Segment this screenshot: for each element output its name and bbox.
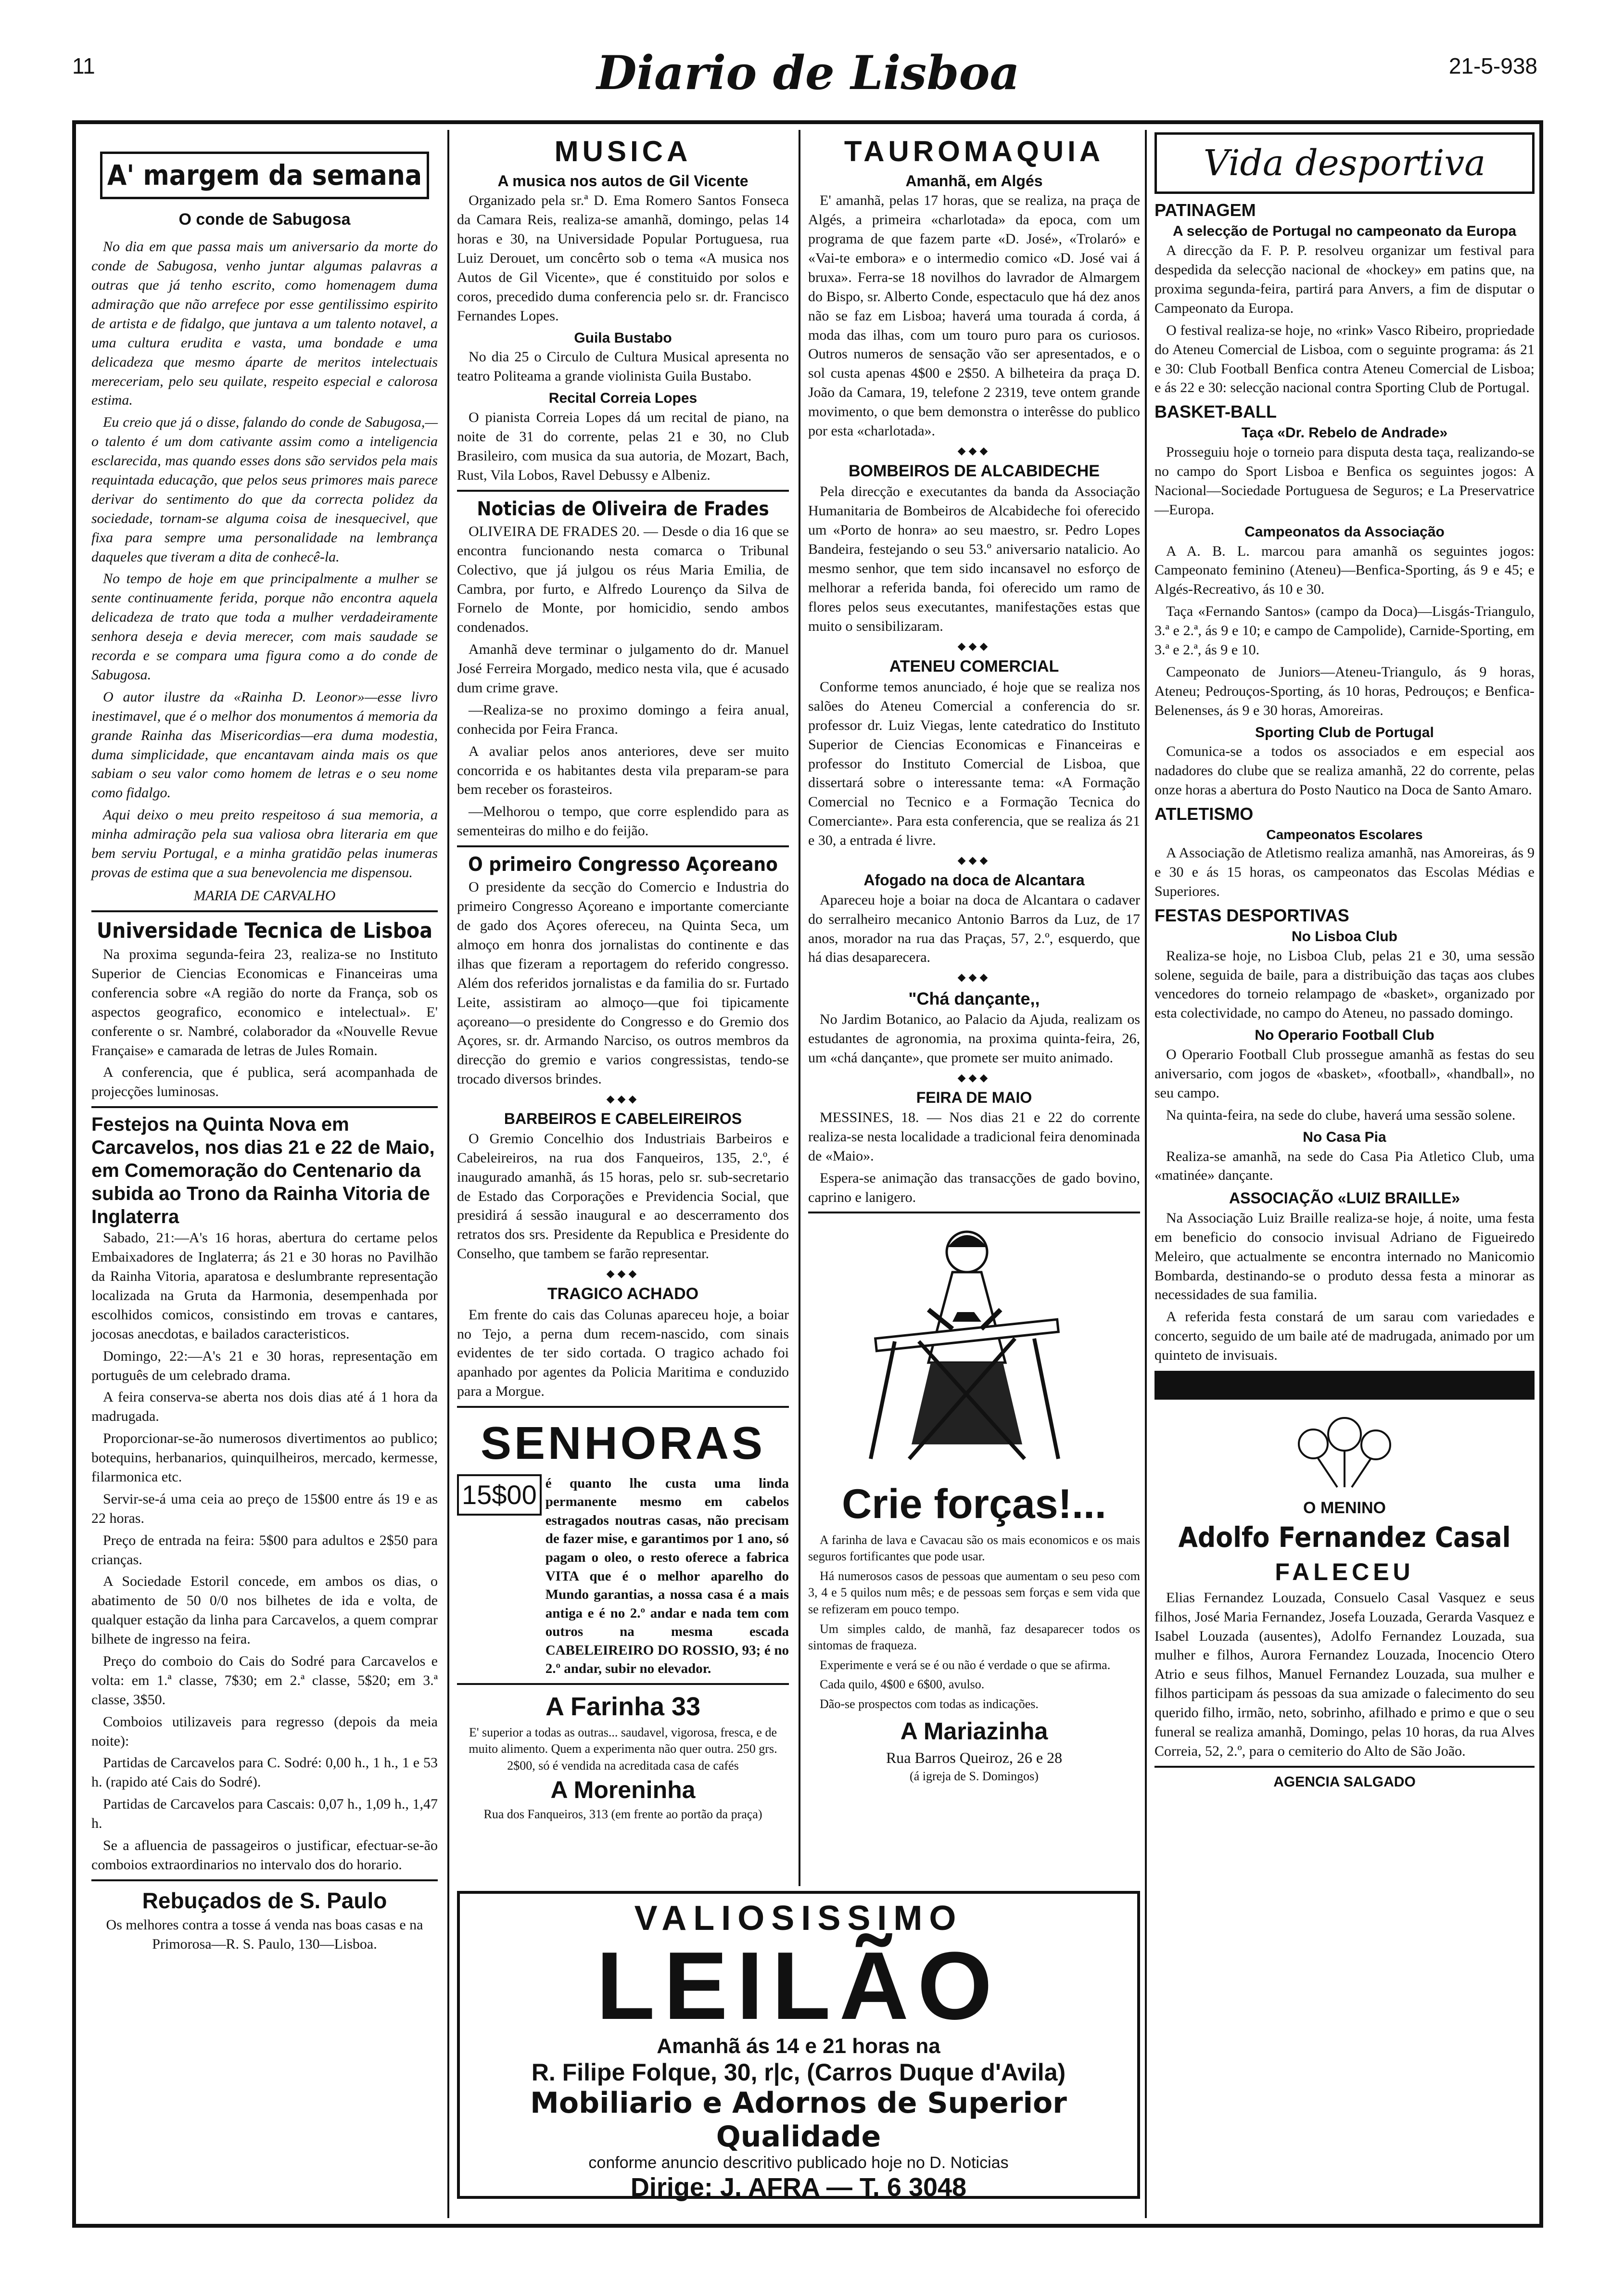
article-title: Universidade Tecnica de Lisboa: [97, 918, 432, 943]
ad-title: A Moreninha: [550, 1776, 696, 1804]
column-rule: [447, 130, 449, 2218]
ad-text: Os melhores contra a tosse á venda nas boas casas e na Primorosa—R. S. Paulo, 130—Lisboa.: [106, 1916, 423, 1952]
paragraph: A direcção da F. P. P. resolveu organizar um festival para despedida da selecção nacional de «hockey» em patins que, na proxima segunda-feira, partirá para Anvers, a fim de disputar o Campeonato da Europa.: [1155, 242, 1535, 316]
ad-headline: VALIOSISSIMO: [634, 1899, 963, 1938]
paragraph: Espera-se animação das transacções de gado bovino, caprino e lanigero.: [808, 1170, 1140, 1205]
paragraph: A Sociedade Estoril concede, em ambos os dias, o abatimento de 50 0/0 nos bilhetes de ida e volta, de qualquer estação da linha para Carcavelos, a quem comprar bilhete de ingresso na feira.: [91, 1573, 438, 1647]
paragraph: —Melhorou o tempo, que corre esplendido para as sementeiras do milho e do feijão.: [457, 804, 789, 839]
paragraph: A Associação de Atletismo realiza amanhã, nas Amoreiras, ás 9 e 30 e ás 15 horas, os campeonatos das Escolas Médias e Superiores.: [1155, 845, 1535, 899]
article-subtitle: Campeonatos Escolares: [1266, 827, 1423, 842]
paragraph: A A. B. L. marcou para amanhã os seguintes jogos: Campeonato feminino (Ateneu)—Benfica-Sporting, ás 9 e 45; e Algés-Recreativo, ás 10 e 30.: [1155, 543, 1535, 598]
divider: [457, 1683, 789, 1685]
article-subtitle: Amanhã, em Algés: [905, 172, 1043, 190]
article-title: ATENEU COMERCIAL: [889, 657, 1059, 676]
article-title: Noticias de Oliveira de Frades: [477, 498, 769, 520]
paragraph: Pela direcção e executantes da banda da Associação Humanitaria de Bombeiros de Alcabideche foi oferecido um «Porto de honra» ao seu maestro, sr. Pedro Lopes Bandeira, festejando o seu 53.º aniversario natalicio. Ao mesmo senhor, que tem sido incansavel no esforço de melhorar a referida banda, foi oferecido um ramo de flores pelos seus executantes, manifestações estas que muito o sensibilizaram.: [808, 484, 1140, 634]
ad-title: A Mariazinha: [900, 1718, 1048, 1745]
subsection-title: FESTAS DESPORTIVAS: [1155, 905, 1349, 925]
ad-title: LEILÃO: [596, 1932, 1001, 2040]
paragraph: Na quinta-feira, na sede do clube, haverá uma sessão solene.: [1166, 1107, 1516, 1123]
section-title: MUSICA: [554, 135, 692, 167]
funeral-agency: AGENCIA SALGADO: [1273, 1774, 1416, 1790]
paragraph: No dia em que passa mais um aniversario da morte do conde de Sabugosa, venho juntar algumas palavras a outras que já tenho escrito, como homenagem duma admiração que não arrefece por esse gentilissimo espirito de artista e de fidalgo, que juntava a um talento notavel, a uma cultura erudita e vasta, uma bondade e uma delicadeza que mesmo áparte de meritos intelectuais mereceriam, pelo seu quilate, respeito especial e calorosa estima.: [91, 239, 438, 408]
section-box-title: A' margem da semana: [100, 152, 429, 199]
flower-wreath-illustration: [1155, 1405, 1535, 1492]
article-subtitle: A musica nos autos de Gil Vicente: [497, 172, 749, 190]
column-2: [457, 132, 789, 1823]
paragraph: A feira conserva-se aberta nos dois dias até á 1 hora da madrugada.: [91, 1389, 438, 1425]
article-title: BOMBEIROS DE ALCABIDECHE: [849, 462, 1100, 481]
obituary-heading: FALECEU: [1275, 1558, 1414, 1586]
paragraph: Servir-se-á uma ceia ao preço de 15$00 entre ás 19 e as 22 horas.: [91, 1491, 438, 1526]
article-title: TRAGICO ACHADO: [547, 1285, 699, 1303]
ad-subtitle: Mobiliario e Adornos de Superior Qualidade: [530, 2086, 1067, 2154]
paragraph: No dia 25 o Circulo de Cultura Musical apresenta no teatro Politeama a grande violinista Guila Bustabo.: [457, 349, 789, 384]
divider: [457, 845, 789, 847]
divider: [91, 1879, 438, 1881]
paragraph: Um simples caldo, de manhã, faz desaparecer todos os sintomas de fraqueza.: [808, 1621, 1140, 1653]
paragraph: Prosseguiu hoje o torneio para disputa desta taça, realizando-se no campo do Sport Lisboa e Benfica os seguintes jogos: A Nacional—Sociedade Portuguesa de Seguros; e La Preservatrice—Europa.: [1155, 444, 1535, 518]
divider: [457, 1406, 789, 1408]
paragraph: Na Associação Luiz Braille realiza-se hoje, á noite, uma festa em beneficio do consocio invisual Adriano de Figueiredo Meleiro, que actualmente se encontra internado no Manicomio Bombarda, destinando-se o produto dessa festa a minorar as necessidades de sua familia.: [1155, 1210, 1535, 1303]
paragraph: O festival realiza-se hoje, no «rink» Vasco Ribeiro, propriedade do Ateneu Comercial de Lisboa, com o seguinte programa: ás 21 e 30: Club Football Benfica contra Ateneu Comercial de Lisboa; e ás 22 e 30: selecção nacional contra Sporting Club de Portugal.: [1155, 322, 1535, 396]
article-subtitle: Taça «Dr. Rebelo de Andrade»: [1241, 425, 1448, 441]
article-title: Afogado na doca de Alcantara: [863, 871, 1085, 889]
ad-schedule: Amanhã ás 14 e 21 horas na: [657, 2034, 940, 2058]
ad-price: 15$00: [457, 1474, 542, 1516]
article-subtitle: No Casa Pia: [1303, 1129, 1386, 1145]
obituary-prefix: O MENINO: [1303, 1498, 1386, 1517]
paragraph: A avaliar pelos anos anteriores, deve ser muito concorrida e os habitantes desta vila preparam-se para bem receber os forasteiros.: [457, 743, 789, 798]
paragraph: Taça «Fernando Santos» (campo da Doca)—Lisgás-Triangulo, 3.ª e 2.ª, ás 9 e 10; e campo de Campolide), Carnide-Sporting, em 3.ª e 2.ª, ás 9 e 10.: [1155, 603, 1535, 658]
ad-address: Rua dos Fanqueiros, 313 (em frente ao portão da praça): [483, 1807, 762, 1821]
paragraph: Campeonato de Juniors—Ateneu-Triangulo, ás 9 horas, Ateneu; Pedrouços-Sporting, ás 10 horas, Pedrouços; e Benfica-Belenenses, ás 9 e 30 horas, Amoreiras.: [1155, 664, 1535, 718]
paragraph: Partidas de Carcavelos para C. Sodré: 0,00 h., 1 h., 1 e 53 h. (rapido até Cais do Sodré).: [91, 1755, 438, 1790]
article-subtitle: No Operario Football Club: [1255, 1027, 1434, 1044]
paragraph: Domingo, 22:—A's 21 e 30 horas, representação em português de um celebrado drama.: [91, 1348, 438, 1383]
divider: [808, 1212, 1140, 1213]
paragraph: MESSINES, 18. — Nos dias 21 e 22 do corrente realiza-se nesta localidade a tradicional feira denominada de «Maio».: [808, 1109, 1140, 1164]
paragraph: No tempo de hoje em que principalmente a mulher se sente continuamente ferida, porque não encontra aquela delicadeza de trato que toda a mulher verdadeiramente senhora deseja e devia merecer, com mais saudade se recorda e se compara uma figura como a do conde de Sabugosa.: [91, 571, 438, 683]
article-title: O primeiro Congresso Açoreano: [468, 854, 778, 876]
paragraph: Em frente do cais das Colunas apareceu hoje, a boiar no Tejo, a perna dum recem-nascido, com sinais evidentes de ter sido cortada. O tragico achado foi apanhado por agentes da Policia Maritima e conduzido para a Morgue.: [457, 1306, 789, 1400]
divider: [457, 490, 789, 492]
subsection-title: BASKET-BALL: [1155, 402, 1277, 422]
ornament-divider: ◆◆◆: [606, 1093, 640, 1105]
ornament-divider: ◆◆◆: [957, 1072, 991, 1084]
paragraph: Realiza-se hoje, no Lisboa Club, pelas 21 e 30, uma sessão solene, seguida de baile, para a distribuição das taças aos clubes vencedores do torneio relampago de «basket», organizado por esta colectividade, no campo do Ateneu, no passado domingo.: [1155, 947, 1535, 1021]
ornament-divider: ◆◆◆: [957, 971, 991, 983]
column-4: [1155, 132, 1535, 1792]
paragraph: Preço de entrada na feira: 5$00 para adultos e 2$50 para crianças.: [91, 1532, 438, 1568]
paragraph: A referida festa constará de um sarau com variedades e concerto, seguido de um baile até de madrugada, animado por um quinteto de invisuais.: [1155, 1309, 1535, 1364]
paragraph: Dão-se prospectos com todas as indicações.: [820, 1697, 1039, 1711]
paragraph: Aqui deixo o meu preito respeitoso á sua memoria, a minha admiração pela sua valiosa obra literaria em que bem serviu Portugal, e a minha gratidão pelas inumeras provas de estima que a sua benevolencia me dispensou.: [91, 807, 438, 880]
paragraph: Experimente e verá se é ou não é verdade o que se afirma.: [820, 1658, 1111, 1672]
article-title: Recital Correia Lopes: [548, 390, 698, 407]
subsection-title: ATLETISMO: [1155, 804, 1254, 824]
ornament-divider: ◆◆◆: [957, 639, 991, 652]
paragraph: Organizado pela sr.ª D. Ema Romero Santos Fonseca da Camara Reis, realiza-se amanhã, domingo, pelas 14 horas e 30, na Universidade Popular Portuguesa, rua Luiz Derouet, um concêrto sob o tema «A musica nos Autos de Gil Vicente», que é constituido por solos e coros, precedido duma conferencia pelo sr. dr. Francisco Fernandes Lopes.: [457, 192, 789, 324]
paragraph: O Gremio Concelhio dos Industriais Barbeiros e Cabeleireiros, na rua dos Fanqueiros, 135, 2.º, é inaugurado amanhã, ás 15 horas, pelo sr. sub-secretario de Estado das Corporações e Previdencia Social, que presidirá á sessão inaugural e ao descerramento dos retratos dos srs. Presidente da Republica e Presidente do Conselho, que tambem se farão representar.: [457, 1130, 789, 1262]
paragraph: Apareceu hoje a boiar na doca de Alcantara o cadaver do serralheiro mecanico Antonio Barros da Luz, de 17 anos, morador na rua das Praças, 57, 2.º, esquerdo, que há dias desaparecera.: [808, 892, 1140, 966]
auction-ad: [457, 1891, 1140, 2202]
article-title: FEIRA DE MAIO: [916, 1089, 1032, 1107]
obituary-name: Adolfo Fernandez Casal: [1178, 1521, 1511, 1554]
ad-address: R. Filipe Folque, 30, r|c, (Carros Duque d'Avila): [531, 2059, 1066, 2086]
divider: [91, 910, 438, 912]
section-title: TAUROMAQUIA: [844, 135, 1104, 167]
issue-date: 21-5-938: [1448, 53, 1537, 78]
ornament-divider: ◆◆◆: [957, 854, 991, 866]
paragraph: Se a afluencia de passageiros o justificar, efectuar-se-ão comboios extraordinarios no intervalo dos do horario.: [91, 1837, 438, 1873]
divider: [1155, 1766, 1535, 1768]
paragraph: O pianista Correia Lopes dá um recital de piano, na noite de 31 do corrente, pelas 21 e 30, no Club Brasileiro, com musica da sua autoria, de Mozart, Bach, Rust, Vila Lobos, Ravel Debussy e Albeniz.: [457, 409, 789, 483]
paragraph: Preço do comboio do Cais do Sodré para Carcavelos e volta: em 1.ª classe, 7$30; em 2.ª classe, 5$20; em 3.ª classe, 3$50.: [91, 1653, 438, 1708]
signature: MARIA DE CARVALHO: [193, 887, 336, 904]
ad-title: Rebuçados de S. Paulo: [142, 1888, 387, 1913]
paragraph: Realiza-se amanhã, na sede do Casa Pia Atletico Club, uma «matinée» dançante.: [1155, 1148, 1535, 1184]
article-subtitle: Campeonatos da Associação: [1244, 523, 1445, 540]
article-subtitle: No Lisboa Club: [1292, 928, 1397, 944]
paragraph: Cada quilo, 4$00 e 6$00, avulso.: [820, 1677, 985, 1692]
paragraph: Na proxima segunda-feira 23, realiza-se no Instituto Superior de Ciencias Economicas e Financeiras uma conferencia sobre «A região do norte da França, sob os aspectos geografico, economico e intelectual». E' conferente o sr. Nambré, colaborador da «Nouvelle Revue Française» e camarada de letras de Jules Romain.: [91, 946, 438, 1059]
newspaper-title: Diario de Lisboa: [596, 46, 1020, 100]
article-title: Guila Bustabo: [574, 330, 672, 346]
subsection-title: PATINAGEM: [1155, 200, 1256, 220]
article-title: Festejos na Quinta Nova em Carcavelos, nos dias 21 e 22 de Maio, em Comemoração do Centenario da subida ao Trono da Rainha Vitoria de Inglaterra: [91, 1114, 435, 1228]
section-title: Vida desportiva: [1155, 132, 1535, 194]
mourning-bar: [1155, 1371, 1535, 1400]
article-title: BARBEIROS E CABELEIREIROS: [504, 1110, 742, 1128]
column-3: [808, 132, 1140, 1785]
paragraph: Elias Fernandez Louzada, Consuelo Casal Vasquez e seus filhos, José Maria Fernandez, Josefa Louzada, Gerarda Vasquez e Isabel Louzada (ausentes), Adolfo Fernandez Louzada, sua mulher e filhos, Aurora Fernandez Louzada, Inocencio Otero Atrio e seus filhos, Manuel Fernandez Louzada, sua mulher e filhos participam ás pessoas da sua amizade o falecimento do seu querido filho, irmão, neto, sobrinho, afilhado e primo e que o seu funeral se realiza amanhã, Domingo, pelas 10 horas, da rua Alves Correia, 52, 2.º, para o cemiterio do Alto de São João.: [1155, 1589, 1535, 1759]
article-subtitle: Sporting Club de Portugal: [1255, 724, 1434, 740]
paragraph: E' amanhã, pelas 17 horas, que se realiza, na praça de Algés, a primeira «charlotada» da epoca, com um programa de que fazem parte «D. José», «Trolaró» e «Vai-te embora» e o intermedio comico «D. José vai á bruxa». Ferra-se 18 novilhos do lavrador de Almargem do Bispo, sr. Alberto Conde, espectaculo que há dez anos não se faz em Lisboa; haverá uma tourada á corda, á moda das ilhas, com um touro puro para os curiosos. Outros numeros de sensação vão ser apresentados, e o sol custa apenas 4$00 e 2$50. A bilheteira da praça D. João da Camara, 19, telefone 2 2319, teve ontem grande movimento, o que bem demonstra o interêsse do publico por esta «charlotada».: [808, 192, 1140, 439]
ad-note: conforme anuncio descritivo publicado hoje no D. Noticias: [588, 2154, 1009, 2172]
ornament-divider: ◆◆◆: [606, 1267, 640, 1280]
paragraph: Eu creio que já o disse, falando do conde de Sabugosa,—o talento é um dom cativante assim como a inteligencia esclarecida, mas quando esses dons são servidos pela mais requintada educação, que pelos seus primores mais parece derivar do sentimento do que da correcta polidez da sociedade, tornam-se alguma coisa de inesquecivel, que fixa para sempre uma personalidade na lembrança daqueles que tiveram a dita de conhecê-la.: [91, 414, 438, 565]
paragraph: Amanhã deve terminar o julgamento do dr. Manuel José Ferreira Morgado, medico nesta vila, que é acusado dum crime grave.: [457, 641, 789, 696]
paragraph: O autor ilustre da «Rainha D. Leonor»—esse livro inestimavel, que é o melhor dos monumentos á memoria da grande Rainha das Misericordias—era duma modestia, duma simplicidade, que encantavam ainda mais os que sabiam o seu valor como homem de letras e o seu nome como fidalgo.: [91, 689, 438, 801]
ad-text: E' superior a todas as outras... saudavel, vigorosa, fresca, e de muito alimento. Quem a experimenta não quer outra. 250 grs. 2$00, só é vendida na acreditada casa de cafés: [469, 1725, 777, 1773]
paragraph: O presidente da secção do Comercio e Industria do primeiro Congresso Açoreano e importante comerciante de gado dos Açores ofereceu, na Quinta Seca, um almoço em honra dos jornalistas do continente e das ilhas que fizeram a reportagem do referido congresso. Além dos referidos jornalistas e da familia do sr. Furtado Leite, assistiram ao almoço—que foi tipicamente açoreano—o presidente do Congresso e do Gremio dos Açores, sr. dr. Armando Narciso, os outros membros da direcção do gremio e varios congressistas, tendo-se trocado diversos brindes.: [457, 879, 789, 1087]
ironing-woman-illustration: [808, 1218, 1140, 1468]
paragraph: A conferencia, que é publica, será acompanhada de projecções luminosas.: [91, 1064, 438, 1100]
paragraph: Proporcionar-se-ão numerosos divertimentos ao publico; botequins, herbanarios, quinquilheiros, mercado, kermesse, filarmonica etc.: [91, 1430, 438, 1485]
paragraph: Comunica-se a todos os associados e em especial aos nadadores do clube que se realiza amanhã, 22 do corrente, pelas onze horas a abertura do Posto Nautico na Doca de Santo Amaro.: [1155, 743, 1535, 798]
ad-address: Rua Barros Queiroz, 26 e 28: [886, 1748, 1063, 1766]
ad-address-note: (á igreja de S. Domingos): [910, 1769, 1039, 1783]
paragraph: No Jardim Botanico, ao Palacio da Ajuda, realizam os estudantes de agronomia, na proxima quinta-feira, 26, um «chá dançante», que promete ser muito animado.: [808, 1011, 1140, 1066]
column-rule: [1145, 130, 1147, 2218]
ad-text: é quanto lhe custa uma linda permanente mesmo em cabelos estragados noutras casas, não precisam de fazer mise, e garantimos por 1 ano, só pagam o oleo, o resto oferece a fabrica VITA que é o melhor aparelho do Mundo garantias, a nossa casa é a mais antiga e é no 2.º andar e nada tem com outros na mesma escada CABELEIREIRO DO ROSSIO, 93; é no 2.º andar, subir no elevador.: [545, 1475, 789, 1677]
ad-title: A Farinha 33: [545, 1692, 701, 1721]
article-title: ASSOCIAÇÃO «LUIZ BRAILLE»: [1229, 1189, 1460, 1207]
paragraph: —Realiza-se no proximo domingo a feira anual, conhecida por Feira Franca.: [457, 702, 789, 737]
column-rule: [799, 130, 800, 1886]
paragraph: Há numerosos casos de pessoas que aumentam o seu peso com 3, 4 e 5 quilos num mês; e de pessoas sem forças e sem vida que se refizeram em pouco tempo.: [808, 1569, 1140, 1616]
article-subtitle: A selecção de Portugal no campeonato da Europa: [1172, 223, 1517, 240]
paragraph: A farinha de lava e Cavacau são os mais economicos e os mais seguros fortificantes que pode usar.: [808, 1532, 1140, 1564]
paragraph: O Operario Football Club prossegue amanhã as festas do seu aniversario, com jogos de «basket», «football», «handball», no seu campo.: [1155, 1046, 1535, 1101]
column-1: [91, 132, 438, 1954]
paragraph: Comboios utilizaveis para regresso (depois da meia noite):: [91, 1713, 438, 1749]
article-title: "Chá dançante,,: [908, 988, 1040, 1008]
ad-title: SENHORAS: [480, 1417, 766, 1469]
paragraph: Sabado, 21:—A's 16 horas, abertura do certame pelos Embaixadores de Inglaterra; ás 21 e 30 horas no Pavilhão da Rainha Vitoria, aparatosa e deslumbrante representação localizada na Gruta da Harmonia, desempenhada por escolhidos comicos, consistindo em trovas e cantares, jocosas anecdotas, e bailados caracteristicos.: [91, 1230, 438, 1342]
divider: [91, 1106, 438, 1108]
page-number: 11: [72, 53, 95, 78]
article-title: O conde de Sabugosa: [178, 210, 351, 229]
paragraph: Conforme temos anunciado, é hoje que se realiza nos salões do Ateneu Comercial a conferencia do sr. professor dr. Luiz Viegas, lente catedratico do Instituto Superior de Ciencias Economicas e Financeiras e professor do Instituto Comercial de Lisboa, que dissertará sobre o interessante tema: «A Formação Comercial no Tecnico e a Formação Tecnica do Comerciante». Para esta conferencia, que se realiza ás 21 e 30, a entrada é livre.: [808, 678, 1140, 849]
paragraph: OLIVEIRA DE FRADES 20. — Desde o dia 16 que se encontra funcionando nesta comarca o Tribunal Colectivo, que já julgou os réus Maria Emilia, de Cambra, por furto, e Alfredo Lourenço da Silva de Fornelo de Monte, por homicidio, sendo ambos condenados.: [457, 523, 789, 636]
ornament-divider: ◆◆◆: [957, 444, 991, 457]
paragraph: Partidas de Carcavelos para Cascais: 0,07 h., 1,09 h., 1,47 h.: [91, 1796, 438, 1832]
ad-contact: Dirige: J. AFRA — T. 6 3048: [630, 2173, 967, 2202]
ad-title: Crie forças!...: [842, 1481, 1106, 1528]
